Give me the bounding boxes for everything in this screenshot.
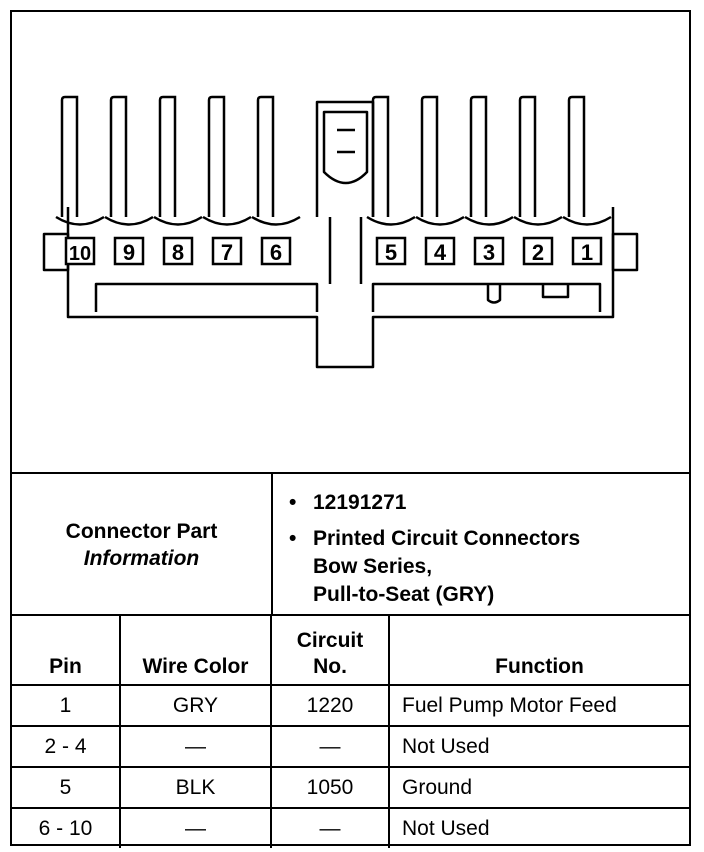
function-cell: Not Used [389, 808, 689, 848]
col-function: Function [389, 615, 689, 685]
pin-label-8 [164, 238, 192, 265]
col-wire-color: Wire Color [120, 615, 271, 685]
connector-sheet [10, 10, 691, 846]
pin-label-10 [66, 238, 94, 265]
pin-label-5 [377, 238, 405, 265]
wire-cell: — [120, 808, 271, 848]
pin-label-7 [213, 238, 241, 265]
info-label-line2: Information [83, 547, 200, 570]
pin-label-2 [524, 238, 552, 265]
pin-label-9 [115, 238, 143, 265]
svg-text:8: 8 [171, 240, 185, 265]
pin-cell: 6 - 10 [12, 808, 120, 848]
pin-cell: 1 [12, 685, 120, 726]
pin-label-1 [573, 238, 601, 265]
connector-part-info [12, 472, 689, 616]
col-pin: Pin [12, 615, 120, 685]
col-circuit-no: Circuit No. [271, 615, 389, 685]
svg-text:1: 1 [580, 240, 594, 265]
part-number: • 12191271 [289, 491, 407, 514]
pin-label-6 [262, 238, 290, 265]
terminal-bow [465, 217, 513, 225]
bullet-icon: • [289, 491, 297, 514]
svg-text:4: 4 [433, 240, 447, 265]
terminal-finger [373, 97, 388, 217]
wire-cell: — [120, 726, 271, 767]
terminal-bow [514, 217, 562, 225]
terminal-bow [252, 217, 300, 225]
svg-text:10: 10 [68, 243, 92, 265]
pin-cell: 2 - 4 [12, 726, 120, 767]
table-row [12, 767, 689, 808]
terminal-bow [367, 217, 415, 225]
terminal-bow [154, 217, 202, 225]
table-row [12, 726, 689, 767]
bullet-icon: • [289, 527, 297, 550]
wire-cell: BLK [120, 767, 271, 808]
circuit-cell: 1050 [271, 767, 389, 808]
circuit-cell: — [271, 808, 389, 848]
connector-drawing [12, 12, 689, 472]
svg-text:7: 7 [220, 240, 234, 265]
svg-text:9: 9 [122, 240, 136, 265]
circuit-cell: — [271, 726, 389, 767]
function-cell: Fuel Pump Motor Feed [389, 685, 689, 726]
terminal-finger [258, 97, 273, 217]
svg-text:2: 2 [531, 240, 545, 265]
connector-type: • Printed Circuit Connectors [289, 527, 581, 550]
circuit-cell: 1220 [271, 685, 389, 726]
function-cell: Ground [389, 767, 689, 808]
terminal-bow [416, 217, 464, 225]
table-header-row [12, 615, 689, 685]
terminal-finger [160, 97, 175, 217]
wire-cell: GRY [120, 685, 271, 726]
pin-table [12, 614, 689, 848]
terminal-finger [422, 97, 437, 217]
svg-text:3: 3 [482, 240, 496, 265]
info-label-line1: Connector Part [65, 520, 218, 543]
terminal-bow [203, 217, 251, 225]
pin-label-4 [426, 238, 454, 265]
connector-series: Bow Series, [313, 555, 433, 578]
svg-text:5: 5 [384, 240, 398, 265]
info-list [273, 474, 689, 616]
info-label [12, 474, 273, 616]
svg-text:6: 6 [269, 240, 283, 265]
terminal-finger [111, 97, 126, 217]
table-row [12, 808, 689, 848]
terminal-finger [62, 97, 77, 217]
connector-diagram [12, 12, 689, 472]
terminal-bow [563, 217, 611, 225]
terminal-finger [520, 97, 535, 217]
pin-label-3 [475, 238, 503, 265]
connector-seat: Pull-to-Seat (GRY) [313, 583, 495, 606]
terminal-bow [56, 217, 104, 225]
terminal-finger [209, 97, 224, 217]
table-row [12, 685, 689, 726]
terminal-finger [569, 97, 584, 217]
terminal-bow [105, 217, 153, 225]
terminal-finger [471, 97, 486, 217]
pin-cell: 5 [12, 767, 120, 808]
function-cell: Not Used [389, 726, 689, 767]
